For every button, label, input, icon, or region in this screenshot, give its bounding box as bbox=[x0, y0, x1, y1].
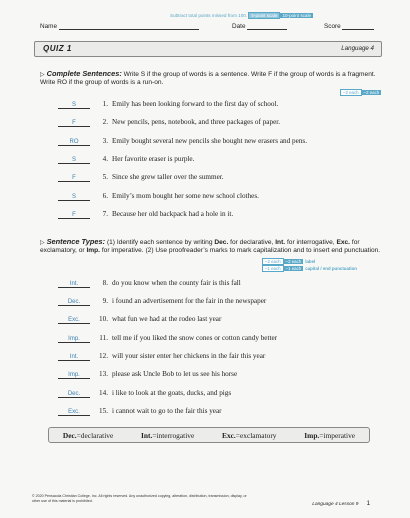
legend-key: Exc. bbox=[222, 430, 236, 440]
section-instructions: Write S if the group of words is a sentence. Write F if the group of words is a fragment. Write RO if the group of words is a run-on. bbox=[40, 71, 376, 87]
imp-abbr: Imp. bbox=[86, 247, 100, 255]
section-heading: Complete Sentences: bbox=[46, 69, 122, 78]
instr-part: for declarative, bbox=[230, 239, 274, 246]
answer: Int. bbox=[58, 354, 90, 361]
item-number: 2. bbox=[102, 118, 108, 126]
item-number: 9. bbox=[102, 297, 108, 305]
dec-abbr: Dec. bbox=[214, 239, 229, 246]
item-text: will your sister enter her chickens in the fair this year bbox=[112, 352, 266, 360]
item-number: 14. bbox=[99, 389, 108, 397]
item-text: please ask Uncle Bob to let us see his horse bbox=[112, 370, 238, 378]
instr-part: for interrogative, bbox=[286, 239, 335, 246]
int-abbr: Int. bbox=[275, 239, 286, 246]
list-item bbox=[58, 370, 237, 379]
legend-value: =declarative bbox=[76, 430, 114, 440]
score-instructions bbox=[170, 12, 313, 19]
date-field bbox=[232, 23, 287, 30]
badge-text: capital / end punctuation bbox=[305, 266, 357, 271]
exc-abbr: Exc. bbox=[336, 239, 351, 246]
item-text: Emily bought several new pencils she bought new erasers and pens. bbox=[112, 137, 308, 145]
quiz-title: QUIZ 1 bbox=[43, 44, 72, 53]
page-info bbox=[312, 500, 370, 507]
name-line bbox=[59, 23, 199, 30]
badge-part: –1 each bbox=[262, 265, 284, 272]
legend-key: Int. bbox=[141, 430, 153, 440]
item-text: what fun we had at the rodeo last year bbox=[112, 315, 222, 323]
five-point-scale-badge: 5-point scale bbox=[248, 12, 280, 19]
date-label: Date bbox=[232, 23, 246, 30]
item-number: 6. bbox=[102, 192, 108, 200]
list-item bbox=[58, 352, 265, 361]
instr-part: (1) Identify each sentence by writing bbox=[106, 239, 213, 246]
points-badge-a: –2 each bbox=[340, 89, 362, 96]
page-number: 1 bbox=[366, 500, 370, 507]
date-line bbox=[247, 23, 287, 30]
item-number: 15. bbox=[99, 407, 108, 415]
legend-value: =exclamatory bbox=[235, 430, 277, 440]
course-label: Language 4 bbox=[341, 45, 374, 52]
list-item bbox=[58, 210, 233, 219]
score-field bbox=[324, 23, 374, 30]
item-number: 8. bbox=[102, 279, 108, 287]
points-badge bbox=[340, 89, 381, 96]
list-item bbox=[58, 315, 221, 324]
item-text: New pencils, pens, notebook, and three packages of paper. bbox=[112, 118, 281, 126]
answer: S bbox=[58, 194, 90, 201]
legend-key: Imp. bbox=[304, 430, 320, 440]
label-points-badge bbox=[262, 258, 315, 265]
course-lesson: Language 4 Lesson 9 bbox=[312, 502, 359, 507]
copyright-notice: © 2020 Pensacola Christian College, Inc. All rights reserved. Any unauthorized copying, alteration, distribution, transmission, display, or other use of this material is prohibited. bbox=[32, 494, 247, 503]
name-label: Name bbox=[40, 23, 58, 30]
score-label: Score bbox=[324, 23, 341, 30]
item-text: Her favorite eraser is purple. bbox=[112, 155, 195, 163]
abbreviation-legend bbox=[48, 427, 370, 443]
list-item bbox=[58, 334, 277, 343]
list-item bbox=[58, 155, 194, 164]
item-text: Because her old backpack had a hole in it. bbox=[112, 210, 234, 218]
capital-points-badge bbox=[262, 265, 357, 272]
name-field bbox=[40, 23, 199, 30]
answer: Imp. bbox=[58, 372, 90, 379]
sentence-types-instructions bbox=[40, 238, 385, 256]
badge-text: label bbox=[305, 259, 316, 264]
list-item bbox=[58, 173, 224, 182]
answer: Exc. bbox=[58, 317, 90, 324]
list-item bbox=[58, 389, 231, 398]
answer: Dec. bbox=[58, 299, 90, 306]
list-item bbox=[58, 297, 266, 306]
item-number: 11. bbox=[99, 334, 108, 342]
list-item bbox=[58, 192, 259, 201]
answer: F bbox=[58, 120, 90, 127]
score-line bbox=[342, 23, 374, 30]
section-heading: Sentence Types: bbox=[46, 237, 106, 246]
item-text: tell me if you liked the snow cones or cotton candy better bbox=[112, 334, 278, 342]
answer: F bbox=[58, 175, 90, 182]
ten-point-scale-badge: 10-point scale bbox=[282, 13, 312, 18]
instr-part: for exclamatory, or bbox=[40, 239, 360, 255]
legend-dec bbox=[63, 431, 113, 440]
list-item bbox=[58, 100, 278, 109]
answer: F bbox=[58, 212, 90, 219]
score-instructions-text: Subtract total points missed from 100. bbox=[170, 13, 248, 18]
legend-key: Dec. bbox=[62, 430, 77, 440]
item-text: Emily has been looking forward to the first day of school. bbox=[112, 100, 279, 108]
quiz-title-bar bbox=[34, 41, 382, 57]
badge-part: –2 each bbox=[285, 259, 302, 264]
badge-part: –1 each bbox=[285, 266, 302, 271]
item-text: i like to look at the goats, ducks, and pigs bbox=[112, 389, 232, 397]
answer: RO bbox=[58, 139, 90, 146]
complete-sentences-instructions bbox=[40, 70, 385, 88]
points-badge-b: –2 each bbox=[363, 90, 380, 95]
legend-value: =imperative bbox=[319, 430, 356, 440]
list-item bbox=[58, 407, 222, 416]
triangle-icon: ▷ bbox=[40, 72, 45, 78]
list-item bbox=[58, 137, 307, 146]
item-number: 4. bbox=[102, 155, 108, 163]
triangle-icon: ▷ bbox=[40, 240, 45, 246]
legend-int bbox=[141, 431, 194, 440]
item-text: i found an advertisement for the fair in the newspaper bbox=[112, 297, 267, 305]
item-number: 1. bbox=[102, 100, 108, 108]
answer: Imp. bbox=[58, 336, 90, 343]
item-text: i cannot wait to go to the fair this year bbox=[112, 407, 222, 415]
item-text: do you know when the county fair is this fall bbox=[112, 279, 241, 287]
answer: S bbox=[58, 157, 90, 164]
item-number: 7. bbox=[102, 210, 108, 218]
badge-part: –2 each bbox=[262, 258, 284, 265]
legend-imp bbox=[304, 431, 355, 440]
item-text: Since she grew taller over the summer. bbox=[112, 173, 224, 181]
item-number: 12. bbox=[99, 352, 108, 360]
legend-value: =interrogative bbox=[152, 430, 195, 440]
instr-part: for imperative. (2) Use proofreader’s marks to mark capitalization and to insert end punctuation. bbox=[101, 247, 381, 255]
list-item bbox=[58, 118, 280, 127]
answer: Int. bbox=[58, 281, 90, 288]
legend-exc bbox=[222, 431, 276, 440]
list-item bbox=[58, 279, 241, 288]
answer: S bbox=[58, 102, 90, 109]
item-number: 10. bbox=[99, 315, 108, 323]
answer: Exc. bbox=[58, 409, 90, 416]
item-number: 5. bbox=[102, 173, 108, 181]
item-number: 3. bbox=[102, 137, 108, 145]
answer: Dec. bbox=[58, 391, 90, 398]
item-text: Emily’s mom bought her some new school clothes. bbox=[112, 192, 259, 200]
item-number: 13. bbox=[99, 370, 108, 378]
